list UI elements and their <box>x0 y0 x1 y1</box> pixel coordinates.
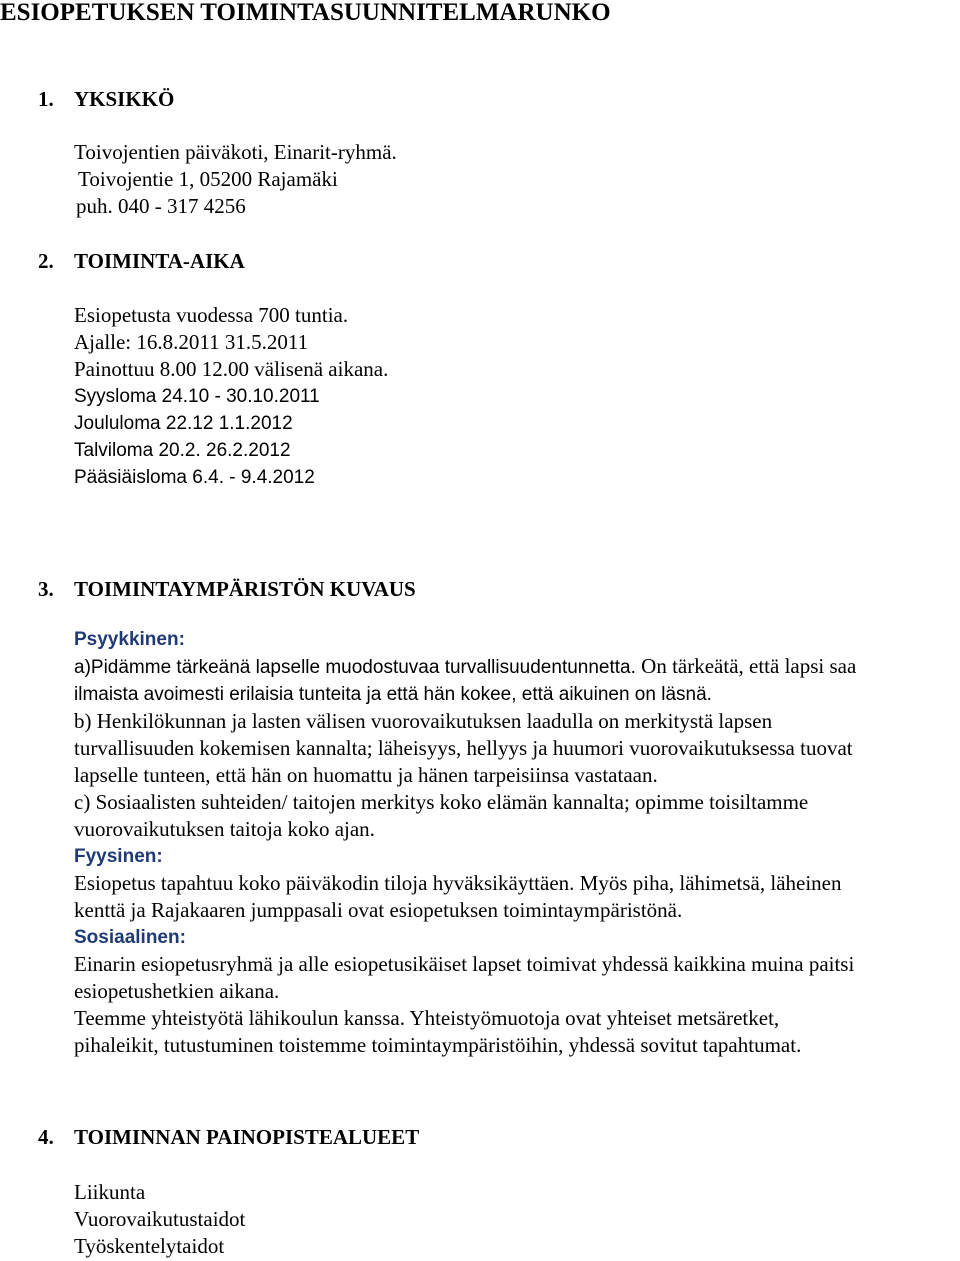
psyykkinen-b-line: turvallisuuden kokemisen kannalta; läheisyys, hellyys ja huumori vuorovaikutuksessa tuovat <box>74 736 853 760</box>
section-1-title: YKSIKKÖ <box>74 87 175 111</box>
psyykkinen-c-line: c) Sosiaalisten suhteiden/ taitojen merkitys koko elämän kannalta; opimme toisiltamme <box>74 790 809 814</box>
list-item: Vuorovaikutustaidot <box>74 1207 246 1231</box>
list-item: Työskentelytaidot <box>74 1234 225 1258</box>
section-3-heading <box>38 576 416 602</box>
psyykkinen-label: Psyykkinen: <box>74 629 185 650</box>
sosiaalinen-line: pihaleikit, tutustuminen toistemme toimintaympäristöihin, yhdessä sovitut tapahtumat. <box>74 1033 802 1057</box>
section-2-heading <box>38 248 245 274</box>
section-4-list <box>74 1179 245 1260</box>
holiday-line: Pääsiäisloma 6.4. - 9.4.2012 <box>74 467 315 488</box>
section-2-schedule <box>74 302 388 383</box>
psyykkinen-a-text: a)Pidämme tärkeänä lapselle muodostuvaa turvallisuudentunnetta. <box>74 657 636 678</box>
section-2-title: TOIMINTA-AIKA <box>74 249 245 273</box>
section-1-heading <box>38 86 174 112</box>
document-title: ESIOPETUKSEN TOIMINTASUUNNITELMARUNKO <box>0 0 611 26</box>
sosiaalinen-line: Einarin esiopetusryhmä ja alle esiopetusikäiset lapset toimivat yhdessä kaikkina muina paitsi <box>74 952 855 976</box>
holiday-line: Syysloma 24.10 - 30.10.2011 <box>74 386 320 407</box>
holiday-line: Talviloma 20.2. 26.2.2012 <box>74 440 291 461</box>
psyykkinen-a-line-2: ilmaista avoimesti erilaisia tunteita ja että hän kokee, että aikuinen on läsnä. <box>74 684 712 705</box>
section-2-number: 2. <box>38 249 54 273</box>
fyysinen-label: Fyysinen: <box>74 846 163 867</box>
fyysinen-line: kenttä ja Rajakaaren jumppasali ovat esiopetuksen toimintaympäristönä. <box>74 898 683 922</box>
unit-name: Toivojentien päiväkoti, Einarit-ryhmä. <box>74 140 397 164</box>
section-4-number: 4. <box>38 1125 54 1149</box>
sosiaalinen-line: esiopetushetkien aikana. <box>74 979 280 1003</box>
holiday-line: Joululoma 22.12 1.1.2012 <box>74 413 293 434</box>
psyykkinen-c-line: vuorovaikutuksen taitoja koko ajan. <box>74 817 375 841</box>
section-3-title: TOIMINTAYMPÄRISTÖN KUVAUS <box>74 577 416 601</box>
schedule-line: Painottuu 8.00 12.00 välisenä aikana. <box>74 357 389 381</box>
section-1-body <box>74 139 397 220</box>
psyykkinen-a-line <box>74 653 960 681</box>
section-3-number: 3. <box>38 577 54 601</box>
section-1-number: 1. <box>38 87 54 111</box>
schedule-line: Ajalle: 16.8.2011 31.5.2011 <box>74 330 309 354</box>
section-3-body <box>74 626 960 1059</box>
sosiaalinen-label: Sosiaalinen: <box>74 927 186 948</box>
psyykkinen-b-line: b) Henkilökunnan ja lasten välisen vuorovaikutuksen laadulla on merkitystä lapsen <box>74 709 773 733</box>
sosiaalinen-line: Teemme yhteistyötä lähikoulun kanssa. Yhteistyömuotoja ovat yhteiset metsäretket, <box>74 1006 780 1030</box>
unit-address: Toivojentie 1, 05200 Rajamäki <box>78 167 338 191</box>
schedule-line: Esiopetusta vuodessa 700 tuntia. <box>74 303 349 327</box>
list-item: Liikunta <box>74 1180 146 1204</box>
fyysinen-line: Esiopetus tapahtuu koko päiväkodin tiloja hyväksikäyttäen. Myös piha, lähimetsä, läheinen <box>74 871 842 895</box>
section-4-heading <box>38 1124 419 1150</box>
psyykkinen-a-continuation: On tärkeätä, että lapsi saa <box>635 654 857 678</box>
section-2-holidays <box>74 383 320 491</box>
psyykkinen-b-line: lapselle tunteen, että hän on huomattu ja hänen tarpeisiinsa vastataan. <box>74 763 658 787</box>
section-4-title: TOIMINNAN PAINOPISTEALUEET <box>74 1125 420 1149</box>
unit-phone: puh. 040 - 317 4256 <box>76 194 246 218</box>
